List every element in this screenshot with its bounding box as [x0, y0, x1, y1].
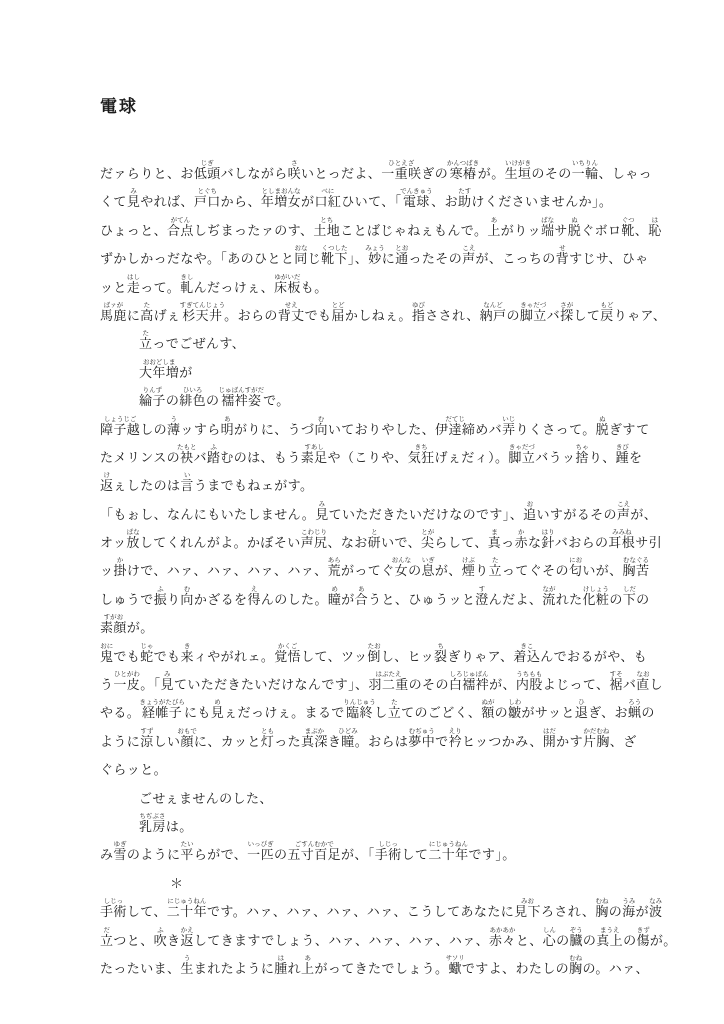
ruby-annotated-word: 返け [100, 472, 114, 494]
ruby-annotated-word: 杉天井すぎてんじょう [179, 301, 226, 323]
ruby-annotated-word: 靴下くつした [321, 245, 348, 267]
ruby-annotated-word: 手術しじっ [374, 841, 402, 863]
ruby-annotated-word: 波なみ [648, 898, 663, 920]
ruby-annotated-word: 綸子りんず [139, 387, 166, 409]
text-line: ッと走はしって。軋きしんだっけぇ、床板ゆがいだも。 [100, 273, 328, 295]
ruby-annotated-word: 年増女としまおんな [260, 188, 302, 210]
ruby-annotated-word: 耳根みみね [608, 529, 636, 551]
ruby-annotated-word: 土地とち [313, 216, 341, 238]
ruby-annotated-word: 踏ふ [206, 443, 221, 465]
ruby-annotated-word: 上あ [487, 216, 501, 238]
ruby-annotated-word: 裂ち [434, 642, 448, 664]
ruby-annotated-word: 向む [180, 585, 194, 607]
ruby-annotated-word: 端ばな [540, 216, 555, 238]
ruby-annotated-word: 女おんな [391, 557, 412, 579]
text-line: ように涼すずしい顔おもでに、カッと灯ともった真深まぶかき瞳ひどみ。おらは夢中むぢゅうで衿えりヒッつかみ、開はだかす片胸かだむね、ざ [100, 727, 637, 749]
ruby-annotated-word: 馬鹿ばァが [100, 301, 127, 323]
ruby-annotated-word: 澄す [475, 585, 489, 607]
ruby-annotated-word: 合点がてん [167, 216, 194, 238]
ruby-annotated-word: 恥は [648, 216, 662, 238]
text-line: 大年増おおどしまが [139, 358, 193, 380]
ruby-annotated-word: 走はし [126, 273, 141, 295]
ruby-annotated-word: 化粧けしょう [582, 585, 610, 607]
ruby-annotated-word: 顔おもで [177, 727, 197, 749]
ruby-annotated-word: 合あ [354, 585, 369, 607]
ruby-annotated-word: 脱ぬ [567, 216, 582, 238]
ruby-annotated-word: 見み [160, 671, 174, 693]
text-line: たったいま、生うまれたように腫はれ上あがってきたでしょう。蠍サソリですよ、わたしの胸むねの。ハァ、 [100, 954, 649, 976]
ruby-annotated-word: 大年増おおどしま [139, 358, 180, 380]
ruby-annotated-word: 踵きび [615, 443, 630, 465]
ruby-annotated-word: 掛か [113, 557, 127, 579]
ruby-annotated-word: 靴ぐつ [621, 216, 635, 238]
ruby-annotated-word: 臨終りんじゅう [343, 699, 376, 721]
ruby-annotated-word: 高た [140, 301, 154, 323]
text-line: 馬鹿ばァがに高たげぇ杉天井すぎてんじょう。おらの背丈せえでも届とどかしねぇ。指ゆびさされ、納戸なんどの脚立きゃだづバ探さがして戻もどりゃア、 [100, 301, 667, 323]
ruby-annotated-word: 真上まうえ [596, 926, 624, 948]
ruby-annotated-word: 荒あら [327, 557, 341, 579]
ruby-annotated-word: 追お [523, 500, 537, 522]
ruby-annotated-word: 羽二重はぶたえ [368, 671, 409, 693]
ruby-annotated-word: 気狂きち [407, 443, 435, 465]
ruby-annotated-word: 弄いじ [502, 415, 516, 437]
ruby-annotated-word: 見下みお [514, 898, 541, 920]
ruby-annotated-word: 袂たもと [177, 443, 197, 465]
ruby-annotated-word: 上あ [301, 954, 315, 976]
ruby-annotated-word: 赤か [514, 529, 528, 551]
ruby-annotated-word: 薄う [167, 415, 181, 437]
ruby-annotated-word: 開はだ [542, 727, 557, 749]
ruby-annotated-word: 覚悟かくご [274, 642, 302, 664]
ruby-annotated-word: 軋きし [180, 273, 194, 295]
text-line: オッ放ぱなしてくれんがよ。かぼそい声尻こわじり、なお研といで、尖とがらして、真まっ赤かな針はりバおらの耳根みみねサ引 [100, 529, 663, 551]
ruby-annotated-word: 退ひ [574, 699, 589, 721]
text-line: 綸子りんずの緋色ひいろの襦袢姿じゅばんすがだで。 [139, 387, 290, 409]
ruby-annotated-word: 蠍サソリ [445, 954, 465, 976]
ruby-annotated-word: 灯とも [260, 727, 275, 749]
ruby-annotated-word: 赤々あかあか [489, 926, 516, 948]
ruby-annotated-word: 瞳ひどみ [338, 727, 358, 749]
text-body [100, 160, 677, 983]
ruby-annotated-word: 一匹いっぴぎ [247, 841, 274, 863]
text-line: み雪ゆぎのように平たいらがで、一匹いっぴぎの五寸百足ごすんむかでが、「手術しじっして二十年にじゅうねんです」。 [100, 841, 516, 863]
ruby-annotated-word: 倒たお [367, 642, 381, 664]
ruby-annotated-word: 裾すそ [609, 671, 623, 693]
ruby-annotated-word: 蛇じゃ [140, 642, 154, 664]
ruby-annotated-word: 内股うちもも [515, 671, 543, 693]
ruby-annotated-word: 得え [247, 585, 261, 607]
ruby-annotated-word: 白襦袢しろじゅばん [448, 671, 490, 693]
text-line: ひょっと、合点がてんしぢまったァのす、土地とちことばじゃねぇもんで。上あがりッ端ばなサ脱ぬぐボロ靴ぐつ、恥は [100, 216, 662, 238]
page-title: 電球 [100, 97, 138, 116]
ruby-annotated-word: 見め [210, 699, 225, 721]
ruby-annotated-word: 平たい [180, 841, 194, 863]
text-line: 返けぇしたのは言いうまでもねェがす。 [100, 472, 314, 494]
ruby-annotated-word: 向む [314, 415, 328, 437]
text-line: 手術しじっして、二十年にじゅうねんです。ハァ、ハァ、ハァ、ハァ、こうしてあなたに見下みおろされ、胸むねの海うみが波なみ [100, 898, 663, 920]
text-line: 「もぉし、なんにもいたしません。見みていただきたいだけなのです」、追おいすがるその声こえが、 [100, 500, 658, 522]
ruby-annotated-word: 匂にお [568, 557, 583, 579]
ruby-annotated-word: 脱ぬ [595, 415, 610, 437]
ruby-annotated-word: 返かえ [180, 926, 194, 948]
ruby-annotated-word: 一皮ひとがわ [113, 671, 141, 693]
ruby-annotated-word: 同おな [294, 245, 308, 267]
ruby-annotated-word: 見み [126, 188, 141, 210]
ruby-annotated-word: 咲さ [287, 160, 302, 181]
text-line: 障子越しょうじごしの薄うッすら明あがりに、うづ向むいておりやした、伊達締だてじめバ弄いじりくさって。脱ぬぎすて [100, 415, 650, 437]
ruby-annotated-word: 吹ふ [153, 926, 168, 948]
ruby-annotated-word: 心しん [542, 926, 557, 948]
ruby-annotated-word: 真深まぶか [301, 727, 328, 749]
ruby-annotated-word: 着込きこ [513, 642, 541, 664]
ruby-annotated-word: 鬼おに [100, 642, 114, 664]
ruby-annotated-word: 床板ゆがいだ [273, 273, 301, 295]
ruby-annotated-word: 立だ [100, 926, 114, 948]
text-line: ずかしかっだなや。「あのひとと同おなじ靴下くつした」、妙みょうに通とおったその声こえが、こっちの背せすじサ、ひゃ [100, 245, 649, 267]
ruby-annotated-word: 明あ [220, 415, 235, 437]
text-line: 素顔すがおが。 [100, 614, 154, 636]
ruby-annotated-word: 臓ぞう [569, 926, 583, 948]
ruby-annotated-word: 立た [488, 557, 502, 579]
ruby-annotated-word: 指ゆび [411, 301, 426, 323]
text-line: 乳房ちぢぶさは。 [139, 812, 193, 834]
text-line: う一皮ひとがわ。「見みていただきたいだけなんです」、羽二重はぶたえのその白襦袢しろじゅばんが、内股うちももよじって、裾すそバ直なおし [100, 671, 664, 693]
ruby-annotated-word: 息いぎ [421, 557, 435, 579]
ruby-annotated-word: 背せ [555, 245, 570, 267]
text-line: 立だつと、吹ふき返かえしてきますでしょう、ハァ、ハァ、ハァ、ハァ、赤々あかあかと、心しんの臓ぞうの真上まうえの傷きずが。 [100, 926, 677, 948]
ruby-annotated-word: 直なお [636, 671, 650, 693]
ruby-annotated-word: 煙けぶ [461, 557, 476, 579]
ruby-annotated-word: 障子越しょうじご [100, 415, 141, 437]
ruby-annotated-word: 捨ちゃ [575, 443, 589, 465]
ruby-annotated-word: 胸むね [569, 954, 583, 976]
ruby-annotated-word: 一重咲ひとえざ [381, 160, 422, 181]
text-line: ＊ [170, 875, 184, 891]
ruby-annotated-word: 胸むね [595, 898, 609, 920]
ruby-annotated-word: 襦袢姿じゅばんすがだ [218, 387, 265, 409]
ruby-annotated-word: 納戸なんど [479, 301, 507, 323]
text-line: しゅうで振ふり向むかざるを得えんのした。瞳めが合あうと、ひゅうッと澄すんだよ、流ながれた化粧けしょうの下しだの [100, 585, 650, 607]
ruby-annotated-word: 背丈せえ [277, 301, 305, 323]
ruby-annotated-word: 五寸百足ごすんむかで [287, 841, 341, 863]
ruby-annotated-word: 言い [180, 472, 194, 494]
ruby-annotated-word: 声尻こわじり [300, 529, 328, 551]
ruby-annotated-word: 素足すあし [300, 443, 328, 465]
ruby-annotated-word: 助たす [457, 188, 472, 210]
text-line: くて見みやれば、戸口とぐちから、年増女としまおんなが口紅べにひいて、「電球でんきゅう、お助たすけくださいませんか」。 [100, 188, 613, 210]
ruby-annotated-word: 緋色ひいろ [179, 387, 207, 409]
ruby-annotated-word: 声こえ [616, 500, 631, 522]
text-line: ぐらッと。 [100, 762, 168, 778]
ruby-annotated-word: 二十年にじゅうねん [166, 898, 207, 920]
ruby-annotated-word: 尖とが [421, 529, 435, 551]
ruby-annotated-word: 見み [315, 500, 329, 522]
ruby-annotated-word: 生垣いけがき [504, 160, 532, 181]
ruby-annotated-word: 口紅べに [314, 188, 342, 210]
ruby-annotated-word: 経帷子きょうがたびら [139, 699, 185, 721]
ruby-annotated-word: 声こえ [462, 245, 476, 267]
ruby-annotated-word: 涼すず [140, 727, 154, 749]
ruby-annotated-word: 蝋ろう [627, 699, 642, 721]
ruby-annotated-word: 皺しわ [508, 699, 522, 721]
ruby-annotated-word: 通とお [395, 245, 409, 267]
text-line: たメリンスの袂たもとバ踏ふむのは、もう素足すあしや（こりや、気狂きちげぇだィ）。脚立きゃだづバうッ捨ちゃり、踵きびを [100, 443, 643, 465]
ruby-annotated-word: 振ふ [153, 585, 168, 607]
ruby-annotated-word: 立た [139, 330, 153, 352]
ruby-annotated-word: 瞳め [327, 585, 342, 607]
ruby-annotated-word: 雪ゆぎ [113, 841, 127, 863]
ruby-annotated-word: 真ま [487, 529, 502, 551]
ruby-annotated-word: 素顔すがお [100, 614, 127, 636]
ruby-annotated-word: 乳房ちぢぶさ [139, 812, 166, 834]
ruby-annotated-word: 額ぬが [481, 699, 495, 721]
ruby-annotated-word: 腫は [274, 954, 288, 976]
ruby-annotated-word: 届とど [331, 301, 345, 323]
ruby-annotated-word: 下しだ [622, 585, 637, 607]
ruby-annotated-word: 二十年にじゅうねん [428, 841, 469, 863]
text-line: やる。経帷子きょうがたびらにも見めぇだっけぇ。まるで臨終りんじゅうし立たてのごどく、額ぬがの皺しわがサッと退ひぎ、お蝋ろうの [100, 699, 655, 721]
text-line: ごせぇませんのした、 [139, 790, 273, 806]
ruby-annotated-word: 生う [180, 954, 194, 976]
ruby-annotated-word: 探さが [560, 301, 574, 323]
ruby-annotated-word: 伊達締だてじ [435, 415, 476, 437]
ruby-annotated-word: 来き [180, 642, 194, 664]
ruby-annotated-word: 夢中むぢゅう [408, 727, 436, 749]
ruby-annotated-word: 脚立きゃだづ [519, 301, 547, 323]
ruby-annotated-word: 低頭じぎ [193, 160, 221, 181]
ruby-annotated-word: 戻もど [600, 301, 614, 323]
ruby-annotated-word: 傷きず [636, 926, 650, 948]
ruby-annotated-word: 流なが [542, 585, 556, 607]
ruby-annotated-word: 戸口とぐち [193, 188, 221, 210]
ruby-annotated-word: 妙みょう [365, 245, 385, 267]
ruby-annotated-word: 立た [387, 699, 402, 721]
text-line: 鬼おにでも蛇じゃでも来きィやがれェ。覚悟かくごして、ツッ倒たおし、ヒッ裂ちぎりゃア、着込きこんでおるがや、も [100, 642, 648, 664]
ruby-annotated-word: 衿えり [448, 727, 462, 749]
ruby-annotated-word: 電球でんきゅう [400, 188, 433, 210]
ruby-annotated-word: 放ぱな [126, 529, 140, 551]
ruby-annotated-word: 片胸かだむね [582, 727, 610, 749]
ruby-annotated-word: 脚立きゃだづ [508, 443, 536, 465]
text-line: 立たっでごぜんす、 [139, 330, 246, 352]
text-line: ッ掛かけで、ハァ、ハァ、ハァ、ハァ、荒あらがってぐ女おんなの息いぎが、煙けぶり立たってぐその匂においが、胸苦むなぐる [100, 557, 650, 579]
ruby-annotated-word: 寒椿かんつばき [446, 160, 480, 181]
text-line: だァらりと、お低頭じぎバしながら咲さいとっだよ、一重咲ひとえざぎの寒椿かんつばきが。生垣いけがきのその一輪いちりん、しゃっ [100, 160, 653, 181]
ruby-annotated-word: 一輪いちりん [571, 160, 599, 181]
ruby-annotated-word: 研と [367, 529, 382, 551]
ruby-annotated-word: 手術しじっ [100, 898, 127, 920]
ruby-annotated-word: 海うみ [622, 898, 636, 920]
ruby-annotated-word: 胸苦むなぐる [622, 557, 650, 579]
ruby-annotated-word: 針はり [541, 529, 555, 551]
